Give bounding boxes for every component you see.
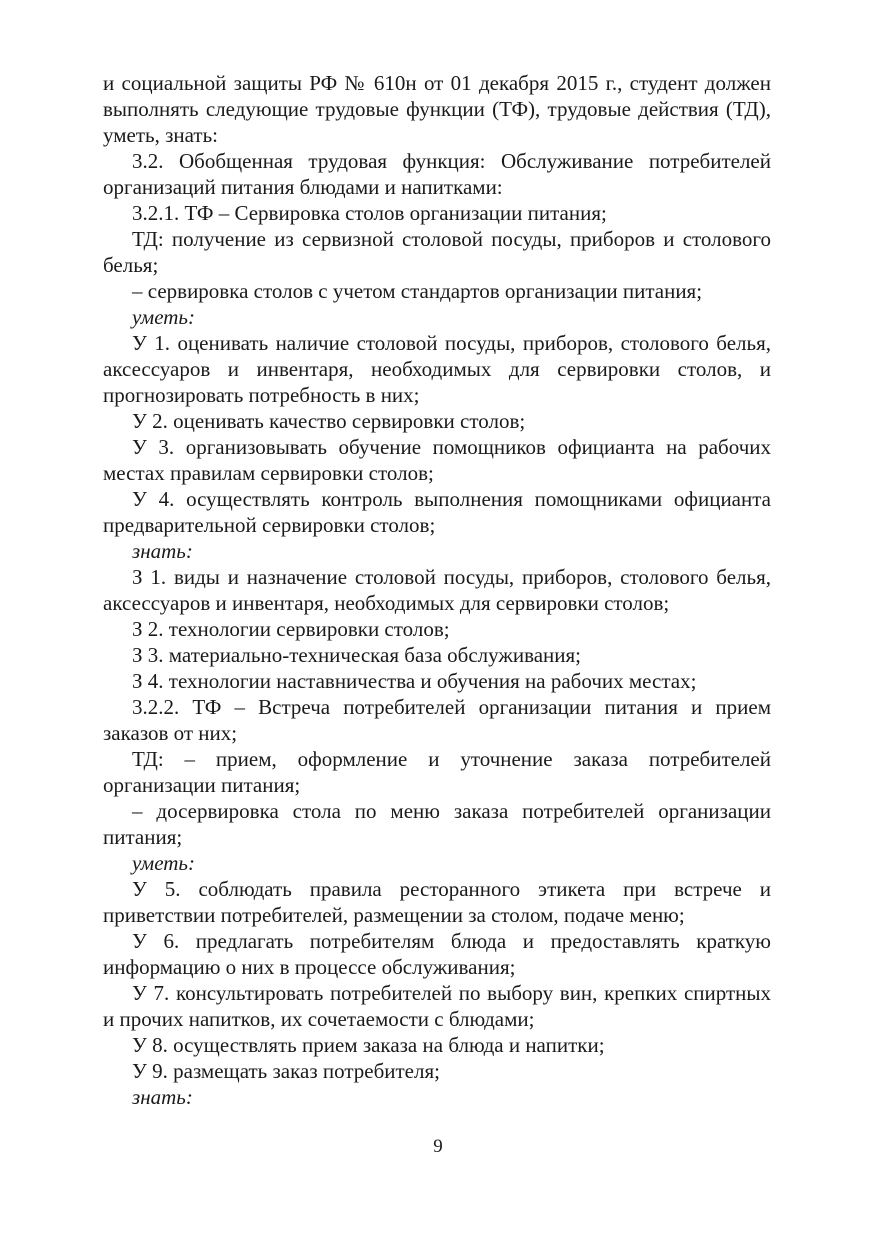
label-knowledge-1: знать: bbox=[132, 539, 193, 563]
label-knowledge-2: знать: bbox=[132, 1085, 193, 1109]
paragraph-td-2-item: – досервировка стола по меню заказа потребителей организации питания; bbox=[103, 799, 771, 849]
document-body bbox=[103, 70, 771, 1110]
label-skills-2: уметь: bbox=[132, 851, 195, 875]
paragraph-td-1-item: – сервировка столов с учетом стандартов организации питания; bbox=[132, 279, 703, 303]
paragraph-intro: и социальной защиты РФ № 610н от 01 декабря 2015 г., студент должен выполнять следующие трудовые функции (ТФ), трудовые действия (ТД), уметь, знать: bbox=[103, 71, 771, 147]
paragraph-z3: З 3. материально-техническая база обслуживания; bbox=[132, 643, 582, 667]
paragraph-u1: У 1. оценивать наличие столовой посуды, приборов, столового белья, аксессуаров и инвентаря, необходимых для сервировки столов, и прогнозировать потребность в них; bbox=[103, 331, 771, 407]
label-skills-1: уметь: bbox=[132, 305, 195, 329]
paragraph-u9: У 9. размещать заказ потребителя; bbox=[132, 1059, 440, 1083]
page-number: 9 bbox=[433, 1136, 443, 1157]
paragraph-z2: З 2. технологии сервировки столов; bbox=[132, 617, 450, 641]
paragraph-u5: У 5. соблюдать правила ресторанного этикета при встрече и приветствии потребителей, размещении за столом, подаче меню; bbox=[103, 877, 771, 927]
paragraph-section-3-2: 3.2. Обобщенная трудовая функция: Обслуживание потребителей организаций питания блюдами и напитками: bbox=[103, 149, 771, 199]
paragraph-tf-3-2-1: 3.2.1. ТФ – Сервировка столов организации питания; bbox=[132, 201, 607, 225]
paragraph-u6: У 6. предлагать потребителям блюда и предоставлять краткую информацию о них в процессе обслуживания; bbox=[103, 929, 771, 979]
paragraph-td-2: ТД: – прием, оформление и уточнение заказа потребителей организации питания; bbox=[103, 747, 771, 797]
paragraph-u8: У 8. осуществлять прием заказа на блюда и напитки; bbox=[132, 1033, 605, 1057]
paragraph-z4: З 4. технологии наставничества и обучения на рабочих местах; bbox=[132, 669, 697, 693]
paragraph-td-1: ТД: получение из сервизной столовой посуды, приборов и столового белья; bbox=[103, 227, 771, 277]
paragraph-u7: У 7. консультировать потребителей по выбору вин, крепких спиртных и прочих напитков, их сочетаемости с блюдами; bbox=[103, 981, 771, 1031]
paragraph-u4: У 4. осуществлять контроль выполнения помощниками официанта предварительной сервировки столов; bbox=[103, 487, 771, 537]
paragraph-tf-3-2-2: 3.2.2. ТФ – Встреча потребителей организации питания и прием заказов от них; bbox=[103, 695, 771, 745]
paragraph-z1: З 1. виды и назначение столовой посуды, приборов, столового белья, аксессуаров и инвентаря, необходимых для сервировки столов; bbox=[103, 565, 771, 615]
paragraph-u2: У 2. оценивать качество сервировки столов; bbox=[132, 409, 526, 433]
paragraph-u3: У 3. организовывать обучение помощников официанта на рабочих местах правилам сервировки столов; bbox=[103, 435, 771, 485]
